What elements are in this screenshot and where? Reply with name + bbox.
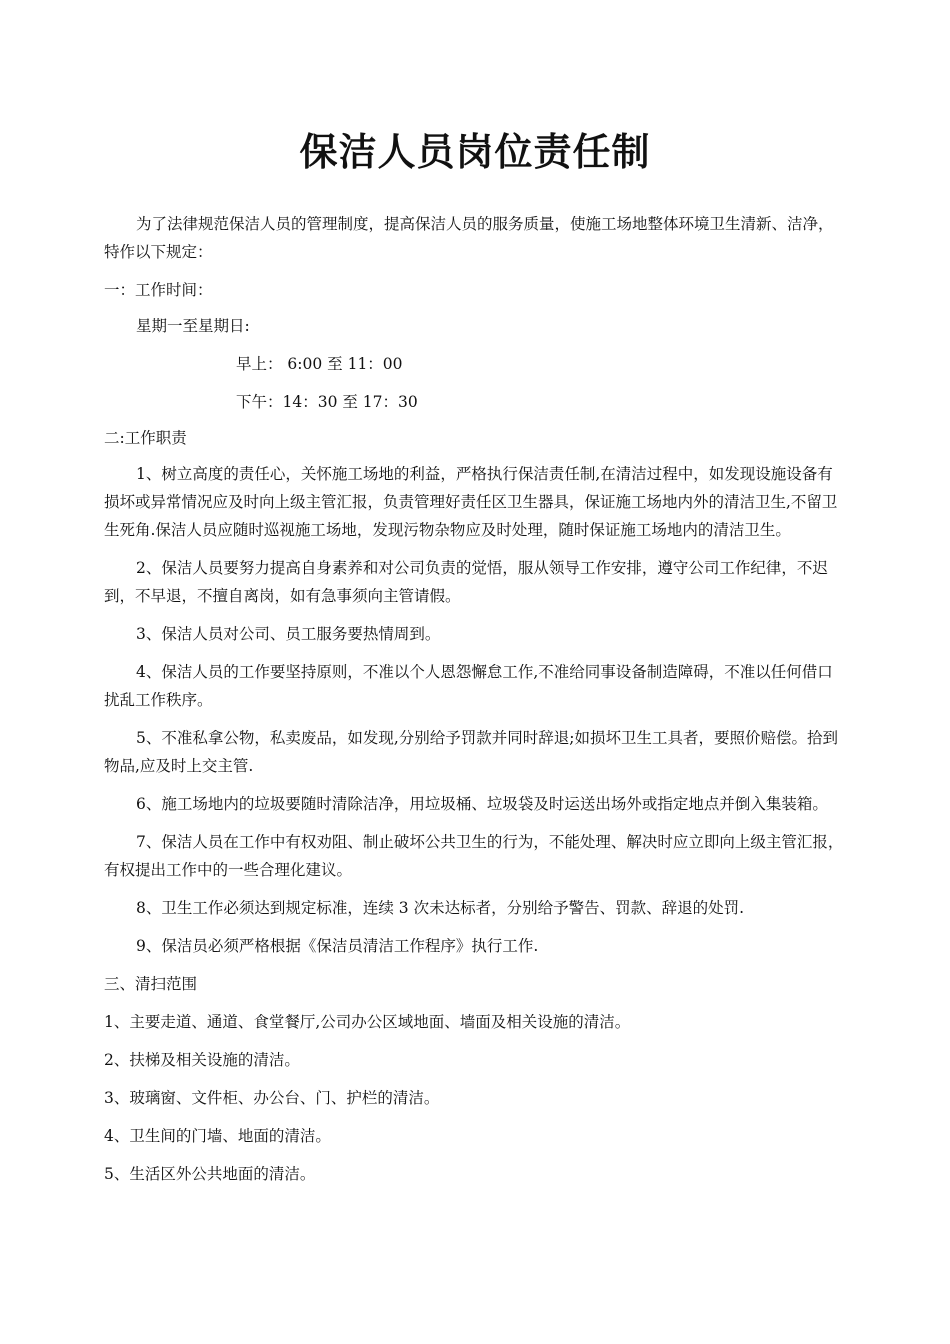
duty-item: 8、卫生工作必须达到规定标准，连续 3 次未达标者，分别给予警告、罚款、辞退的处罚.	[136, 899, 745, 917]
duty-item: 5、不准私拿公物，私卖废品，如发现,分别给予罚款并同时辞退;如损坏卫生工具者，要照价赔偿。拾到物品,应及时上交主管.	[104, 729, 839, 775]
duty-item: 7、保洁人员在工作中有权劝阻、制止破坏公共卫生的行为，不能处理、解决时应立即向上级主管汇报，有权提出工作中的一些合理化建议。	[104, 833, 844, 879]
document-title: 保洁人员岗位责任制	[299, 129, 651, 174]
afternoon-hours-line: 下午：14：30 至 17：30	[236, 393, 418, 411]
duty-item: 9、保洁员必须严格根据《保洁员清洁工作程序》执行工作.	[136, 937, 539, 955]
scope-item: 1、主要走道、通道、食堂餐厅,公司办公区域地面、墙面及相关设施的清洁。	[104, 1013, 631, 1031]
duty-item: 6、施工场地内的垃圾要随时清除洁净，用垃圾桶、垃圾袋及时运送出场外或指定地点并倒入集装箱。	[136, 795, 828, 813]
section-heading-work-time: 一：工作时间：	[104, 281, 213, 299]
section-heading-duties: 二:工作职责	[104, 429, 187, 447]
scope-item: 5、生活区外公共地面的清洁。	[104, 1165, 316, 1183]
scope-item: 4、卫生间的门墙、地面的清洁。	[104, 1127, 331, 1145]
duty-item: 4、保洁人员的工作要坚持原则，不准以个人恩怨懈怠工作,不准给同事设备制造障碍，不准以任何借口扰乱工作秩序。	[104, 663, 833, 709]
duty-item: 3、保洁人员对公司、员工服务要热情周到。	[136, 625, 441, 643]
work-days-line: 星期一至星期日:	[136, 317, 250, 335]
section-heading-cleaning-scope: 三、清扫范围	[104, 975, 198, 993]
document-body	[104, 210, 844, 1188]
duty-item: 1、树立高度的责任心，关怀施工场地的利益，严格执行保洁责任制,在清洁过程中，如发现设施设备有损坏或异常情况应及时向上级主管汇报，负责管理好责任区卫生器具，保证施工场地内外的清洁卫生,不留卫生死角.保洁人员应随时巡视施工场地，发现污物杂物应及时处理，随时保证施工场地内的清洁卫生。	[104, 465, 838, 539]
scope-item: 2、扶梯及相关设施的清洁。	[104, 1051, 300, 1069]
duty-item: 2、保洁人员要努力提高自身素养和对公司负责的觉悟，服从领导工作安排，遵守公司工作纪律，不迟到，不早退，不擅自离岗，如有急事须向主管请假。	[104, 559, 828, 605]
intro-paragraph: 为了法律规范保洁人员的管理制度，提高保洁人员的服务质量，使施工场地整体环境卫生清新、洁净，特作以下规定：	[104, 215, 834, 261]
scope-item: 3、玻璃窗、文件柜、办公台、门、护栏的清洁。	[104, 1089, 440, 1107]
morning-hours-line: 早上： 6:00 至 11：00	[236, 355, 403, 373]
